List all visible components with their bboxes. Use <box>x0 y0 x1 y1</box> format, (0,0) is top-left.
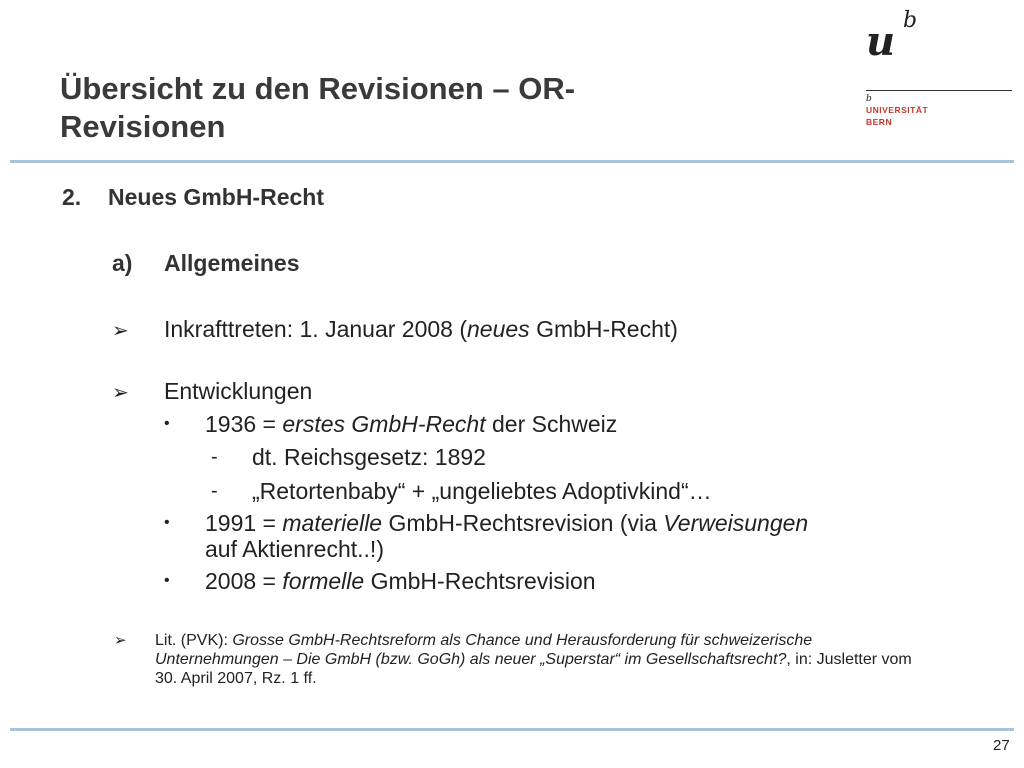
item-1936-suffix: der Schweiz <box>485 411 618 437</box>
item-1936 <box>205 411 617 438</box>
inkrafttreten-item <box>164 316 678 343</box>
top-divider <box>10 160 1014 163</box>
section-title: Neues GmbH-Recht <box>108 184 324 210</box>
item-1991-prefix: 1991 = <box>205 510 283 536</box>
subsection-heading <box>112 250 300 277</box>
logo-small-b: b <box>866 94 872 104</box>
entwicklungen-item: Entwicklungen <box>164 378 313 404</box>
dash-bullet-icon: - <box>211 480 218 502</box>
logo-bern: BERN <box>866 117 893 127</box>
dot-bullet-icon: • <box>164 572 170 589</box>
dash-item-reichsgesetz: dt. Reichsgesetz: 1892 <box>252 444 486 470</box>
arrow-bullet-icon: ➢ <box>112 320 129 342</box>
item-1991 <box>205 510 808 537</box>
item-1991-mid: GmbH-Rechtsrevision (via <box>382 510 664 536</box>
item-1991-italic2: Verweisungen <box>663 510 809 536</box>
item-1991-line2: auf Aktienrecht..!) <box>205 536 384 562</box>
title-line-2: Revisionen <box>60 109 226 144</box>
literature-title: Grosse GmbH-Rechtsreform als Chance und Herausforderung für schweizerische Unternehmungen – Die GmbH (bzw. GoGh) als neuer „Superstar“ im Gesellschaftsrecht? <box>155 632 813 668</box>
logo-b-superscript: b <box>903 8 918 33</box>
dot-bullet-icon: • <box>164 514 170 531</box>
literature-prefix: Lit. (PVK): <box>155 632 233 649</box>
item-2008-prefix: 2008 = <box>205 568 283 594</box>
logo-universitaet: UNIVERSITÄT <box>866 105 929 115</box>
literature-suffix: , in: Jusletter vom 30. April 2007, Rz. 1 ff. <box>155 651 912 687</box>
item-1936-prefix: 1936 = <box>205 411 283 437</box>
section-number: 2. <box>62 184 82 210</box>
dot-bullet-icon: • <box>164 415 170 432</box>
logo-divider <box>866 90 1012 91</box>
item-1936-italic: erstes GmbH-Recht <box>282 411 486 437</box>
logo-u: u <box>866 18 896 65</box>
item-2008-italic: formelle <box>282 568 365 594</box>
bottom-divider <box>10 728 1014 731</box>
arrow-bullet-icon: ➢ <box>112 382 129 404</box>
dash-item-retortenbaby: „Retortenbaby“ + „ungeliebtes Adoptivkind“… <box>252 478 712 504</box>
item-2008 <box>205 568 596 595</box>
page-number: 27 <box>993 737 1010 754</box>
dash-bullet-icon: - <box>211 446 218 468</box>
subsection-title: Allgemeines <box>164 250 300 276</box>
inkraft-italic: neues <box>467 316 530 342</box>
item-1991-italic1: materielle <box>282 510 383 536</box>
inkraft-suffix: GmbH-Recht) <box>529 316 678 342</box>
arrow-bullet-icon: ➢ <box>114 632 127 649</box>
slide-title <box>60 70 760 146</box>
item-2008-suffix: GmbH-Rechtsrevision <box>364 568 596 594</box>
inkraft-prefix: Inkrafttreten: 1. Januar 2008 ( <box>164 316 468 342</box>
title-line-1: Übersicht zu den Revisionen – OR- <box>60 71 576 106</box>
subsection-number: a) <box>112 250 133 276</box>
literature-reference <box>155 631 925 688</box>
section-heading <box>62 184 324 211</box>
